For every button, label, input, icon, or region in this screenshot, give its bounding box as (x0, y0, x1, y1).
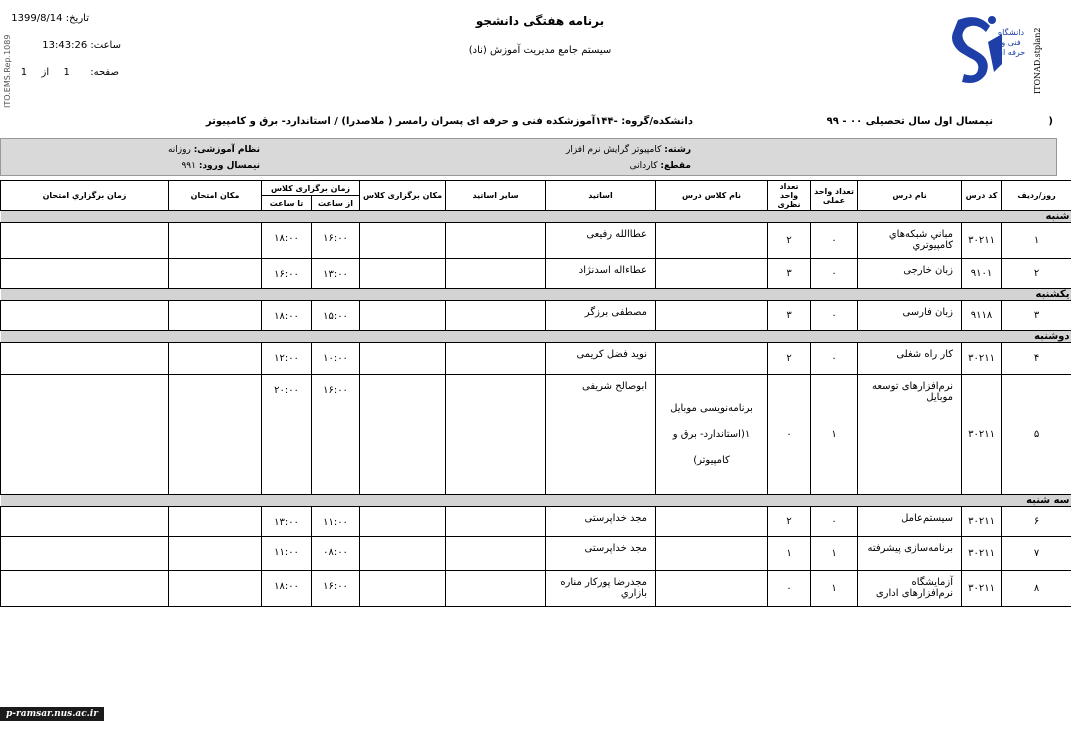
cell-teacher: ابوصالح شریفی (546, 375, 656, 495)
cell-from-hour: ۱۱:۰۰ (312, 507, 360, 537)
cell-exam-time (1, 537, 169, 571)
major-field (566, 145, 691, 155)
cell-exam-time (1, 343, 169, 375)
level-label: مقطع: (660, 161, 691, 171)
cell-class-name (656, 507, 768, 537)
cell-course-code: ۳۰۲۱۱ (962, 375, 1002, 495)
cell-practical: ۱ (811, 571, 858, 607)
table-row (1, 301, 1071, 331)
col-code: کد درس (962, 181, 1002, 211)
cell-course-name: نرم‌افزارهای توسعه موبایل (858, 375, 962, 495)
cell-course-name: مباني شبكه‌هاي كامپيوتري (858, 223, 962, 259)
col-day-row: روز/ردیف (1002, 181, 1071, 211)
day-name: دوشنبه (1, 331, 1071, 343)
cell-course-name: زبان فارسی (858, 301, 962, 331)
cell-class-place (360, 223, 446, 259)
cell-to-hour: ۱۶:۰۰ (262, 259, 312, 289)
entry-field (181, 161, 260, 171)
cell-row-index: ۵ (1002, 375, 1071, 495)
cell-other-teachers (446, 537, 546, 571)
cell-exam-place (169, 301, 262, 331)
col-class-name: نام کلاس درس (656, 181, 768, 211)
cell-practical: ۰ (811, 223, 858, 259)
cell-teacher: مجد خداپرستی (546, 537, 656, 571)
date-line (11, 13, 89, 24)
cell-course-code: ۳۰۲۱۱ (962, 507, 1002, 537)
day-group-row (1, 495, 1071, 507)
cell-course-name: سیستم‌عامل (858, 507, 962, 537)
cell-theory: ۲ (768, 223, 811, 259)
day-group-row (1, 211, 1071, 223)
faculty-info: دانشکده/گروه: -۱۴۴آموزشکده فنی و حرفه ای پسران رامسر ( ملاصدرا) / استاندارد- برق و کامپیوتر (205, 116, 693, 127)
col-name: نام درس (858, 181, 962, 211)
cell-row-index: ۴ (1002, 343, 1071, 375)
cell-exam-place (169, 223, 262, 259)
cell-from-hour: ۱۵:۰۰ (312, 301, 360, 331)
cell-teacher: مجد خداپرستی (546, 507, 656, 537)
cell-exam-time (1, 375, 169, 495)
cell-class-name: برنامه‌نویسی موبایل ۱(استاندارد- برق و کامپیوتر) (656, 375, 768, 495)
cell-exam-time (1, 223, 169, 259)
table-row (1, 223, 1071, 259)
logo-code: ITONAD.stplan2 (1033, 27, 1042, 94)
cell-exam-place (169, 537, 262, 571)
cell-from-hour: ۱۳:۰۰ (312, 259, 360, 289)
cell-course-name: برنامه‌سازی پیشرفته (858, 537, 962, 571)
page-num: 1 (63, 67, 70, 78)
page-line (21, 67, 119, 78)
cell-course-code: ۳۰۲۱۱ (962, 223, 1002, 259)
semester-info: نیمسال اول سال تحصیلی ۰۰ - ۹۹ (826, 116, 993, 127)
logo-text: دانشگاه فنی و حرفه ای (996, 28, 1026, 57)
col-teachers: اساتید (546, 181, 656, 211)
cell-to-hour: ۱۲:۰۰ (262, 343, 312, 375)
day-group-row (1, 289, 1071, 301)
cell-row-index: ۱ (1002, 223, 1071, 259)
cell-from-hour: ۱۶:۰۰ (312, 223, 360, 259)
time-line (42, 40, 121, 51)
cell-row-index: ۳ (1002, 301, 1071, 331)
cell-course-name: کار راه شغلی (858, 343, 962, 375)
report-code: ITO.EMS.Rep.1089 (3, 34, 12, 108)
cell-exam-time (1, 301, 169, 331)
cell-course-name: آزمایشگاه نرم‌افزارهای اداری (858, 571, 962, 607)
cell-theory: ۱ (768, 537, 811, 571)
schedule-body (1, 211, 1071, 607)
col-exam-time: زمان برگزاري امتحان (1, 181, 169, 211)
entry-label: نیمسال ورود: (198, 161, 260, 171)
cell-to-hour: ۱۸:۰۰ (262, 301, 312, 331)
col-to-hour: تا ساعت (262, 196, 312, 211)
cell-other-teachers (446, 375, 546, 495)
cell-class-place (360, 343, 446, 375)
day-name: سه شنبه (1, 495, 1071, 507)
page-subtitle: سیستم جامع مدیریت آموزش (ناد) (468, 45, 612, 56)
cell-course-name: زبان خارجی (858, 259, 962, 289)
table-row (1, 571, 1071, 607)
table-row (1, 259, 1071, 289)
day-name: شنبه (1, 211, 1071, 223)
cell-teacher: عطاالله رفیعی (546, 223, 656, 259)
cell-from-hour: ۱۶:۰۰ (312, 571, 360, 607)
day-name: یکشنبه (1, 289, 1071, 301)
page-label: صفحه: (90, 67, 119, 78)
system-value: روزانه (167, 145, 191, 155)
table-row (1, 343, 1071, 375)
system-field (168, 145, 260, 155)
cell-exam-place (169, 571, 262, 607)
col-other-teachers: سایر اساتید (446, 181, 546, 211)
footer-watermark: p-ramsar.nus.ac.ir (0, 707, 104, 721)
cell-class-name (656, 223, 768, 259)
cell-course-code: ۳۰۲۱۱ (962, 343, 1002, 375)
cell-exam-time (1, 571, 169, 607)
system-label: نظام آموزشی: (193, 145, 260, 155)
cell-to-hour: ۱۸:۰۰ (262, 223, 312, 259)
cell-class-place (360, 259, 446, 289)
cell-class-place (360, 537, 446, 571)
cell-other-teachers (446, 223, 546, 259)
cell-class-place (360, 507, 446, 537)
cell-class-place (360, 301, 446, 331)
entry-value: ۹۹۱ (181, 161, 196, 171)
time-label: ساعت: (90, 40, 121, 51)
level-field (630, 161, 691, 171)
cell-teacher: مجدرضا پورکار مناره بازاري (546, 571, 656, 607)
schedule-table (0, 180, 1071, 607)
cell-class-name (656, 343, 768, 375)
cell-practical: ۱ (811, 375, 858, 495)
cell-exam-place (169, 259, 262, 289)
cell-other-teachers (446, 343, 546, 375)
cell-exam-place (169, 375, 262, 495)
cell-practical: ۰ (811, 301, 858, 331)
cell-row-index: ۸ (1002, 571, 1071, 607)
cell-from-hour: ۰۸:۰۰ (312, 537, 360, 571)
cell-theory: ۳ (768, 259, 811, 289)
term-paren: ( (1048, 116, 1053, 127)
cell-class-place (360, 375, 446, 495)
cell-course-code: ۳۰۲۱۱ (962, 537, 1002, 571)
cell-course-code: ۹۱۰۱ (962, 259, 1002, 289)
page-of: از (41, 67, 50, 78)
col-exam-place: مکان امتحان (169, 181, 262, 211)
cell-practical: ۰ (811, 343, 858, 375)
level-value: کاردانی (629, 161, 658, 171)
cell-practical: ۰ (811, 507, 858, 537)
table-row (1, 507, 1071, 537)
major-label: رشته: (664, 145, 691, 155)
col-class-place: مکان برگزاری کلاس (360, 181, 446, 211)
cell-to-hour: ۲۰:۰۰ (262, 375, 312, 495)
cell-exam-place (169, 343, 262, 375)
col-class-time: زمان برگزاری کلاس (262, 181, 360, 196)
cell-theory: ۰ (768, 571, 811, 607)
table-row (1, 537, 1071, 571)
cell-class-name (656, 537, 768, 571)
cell-theory: ۲ (768, 507, 811, 537)
cell-teacher: عطاءاله اسدنژاد (546, 259, 656, 289)
col-practical: تعداد واحد عملی (811, 181, 858, 211)
page-title: برنامه هفتگی دانشجو (475, 14, 605, 28)
cell-exam-time (1, 507, 169, 537)
cell-from-hour: ۱۶:۰۰ (312, 375, 360, 495)
major-value: کامپیوتر گرایش نرم افزار (565, 145, 662, 155)
date-value: 1399/8/14 (11, 13, 63, 24)
cell-other-teachers (446, 571, 546, 607)
cell-course-code: ۳۰۲۱۱ (962, 571, 1002, 607)
cell-practical: ۱ (811, 537, 858, 571)
cell-theory: ۳ (768, 301, 811, 331)
col-from-hour: از ساعت (312, 196, 360, 211)
cell-teacher: نوید فضل کریمی (546, 343, 656, 375)
student-info-box (0, 138, 1057, 176)
col-theory: تعداد واحد نظری (768, 181, 811, 211)
cell-exam-place (169, 507, 262, 537)
cell-from-hour: ۱۰:۰۰ (312, 343, 360, 375)
time-value: 13:43:26 (42, 40, 88, 51)
day-group-row (1, 331, 1071, 343)
cell-teacher: مصطفی برزگر (546, 301, 656, 331)
cell-class-name (656, 259, 768, 289)
cell-other-teachers (446, 301, 546, 331)
cell-row-index: ۶ (1002, 507, 1071, 537)
cell-row-index: ۲ (1002, 259, 1071, 289)
cell-class-name (656, 571, 768, 607)
cell-other-teachers (446, 507, 546, 537)
cell-practical: ۰ (811, 259, 858, 289)
date-label: تاریخ: (65, 13, 89, 24)
cell-exam-time (1, 259, 169, 289)
page-total: 1 (20, 67, 28, 78)
cell-class-name (656, 301, 768, 331)
cell-to-hour: ۱۸:۰۰ (262, 571, 312, 607)
cell-course-code: ۹۱۱۸ (962, 301, 1002, 331)
cell-to-hour: ۱۳:۰۰ (262, 507, 312, 537)
cell-theory: ۲ (768, 343, 811, 375)
cell-row-index: ۷ (1002, 537, 1071, 571)
cell-other-teachers (446, 259, 546, 289)
table-row (1, 375, 1071, 495)
cell-theory: ۰ (768, 375, 811, 495)
cell-to-hour: ۱۱:۰۰ (262, 537, 312, 571)
cell-class-place (360, 571, 446, 607)
